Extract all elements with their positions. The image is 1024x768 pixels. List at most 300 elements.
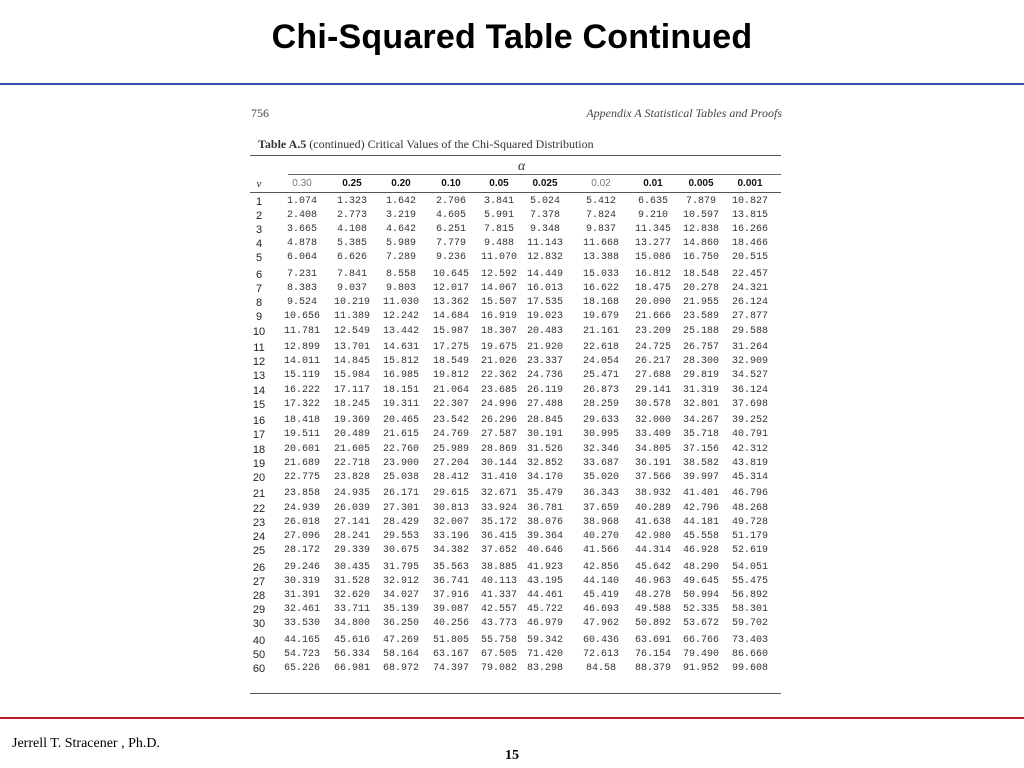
critical-value-cell: 26.171 [382,488,419,500]
critical-value-cell: 56.892 [731,589,768,601]
critical-value-cell: 10.656 [283,311,320,323]
critical-value-cell: 79.490 [682,648,719,660]
critical-value-cell: 11.389 [333,311,370,323]
critical-value-cell: 49.728 [731,516,768,528]
critical-value-cell: 55.758 [480,634,517,646]
critical-value-cell: 44.140 [582,575,619,587]
critical-value-cell: 27.204 [432,457,469,469]
critical-value-cell: 32.852 [526,457,563,469]
critical-value-cell: 13.362 [432,297,469,309]
degrees-of-freedom-cell: 19 [252,457,266,470]
critical-value-cell: 44.314 [634,544,671,556]
critical-value-cell: 51.179 [731,530,768,542]
table-row [250,544,781,558]
critical-value-cell: 34.382 [432,544,469,556]
degrees-of-freedom-cell: 17 [252,429,266,442]
degrees-of-freedom-cell: 5 [255,252,263,265]
column-header-alpha: 0.30 [292,178,312,189]
critical-value-cell: 79.082 [480,662,517,674]
critical-value-cell: 41.337 [480,589,517,601]
critical-value-cell: 30.144 [480,457,517,469]
critical-value-cell: 41.923 [526,561,563,573]
critical-value-cell: 29.819 [682,370,719,382]
critical-value-cell: 42.796 [682,502,719,514]
critical-value-cell: 7.289 [385,252,416,264]
critical-value-cell: 12.832 [526,252,563,264]
critical-value-cell: 45.722 [526,603,563,615]
critical-value-cell: 36.250 [382,617,419,629]
critical-value-cell: 76.154 [634,648,671,660]
critical-value-cell: 32.461 [283,603,320,615]
critical-value-cell: 15.086 [634,252,671,264]
critical-value-cell: 40.646 [526,544,563,556]
critical-value-cell: 73.403 [731,634,768,646]
critical-value-cell: 21.920 [526,342,563,354]
table-row [250,384,781,398]
critical-value-cell: 19.023 [526,311,563,323]
table-row [250,398,781,412]
critical-value-cell: 22.307 [432,398,469,410]
critical-value-cell: 8.558 [385,269,416,281]
critical-value-cell: 86.660 [731,648,768,660]
critical-value-cell: 60.436 [582,634,619,646]
critical-value-cell: 11.030 [382,297,419,309]
critical-value-cell: 28.845 [526,415,563,427]
critical-value-cell: 42.312 [731,443,768,455]
critical-value-cell: 50.994 [682,589,719,601]
critical-value-cell: 21.605 [333,443,370,455]
critical-value-cell: 22.457 [731,269,768,281]
critical-value-cell: 16.919 [480,311,517,323]
critical-value-cell: 20.515 [731,252,768,264]
degrees-of-freedom-cell: 40 [252,634,266,647]
critical-value-cell: 21.955 [682,297,719,309]
critical-value-cell: 27.688 [634,370,671,382]
critical-value-cell: 11.345 [634,224,671,236]
critical-value-cell: 66.981 [333,662,370,674]
critical-value-cell: 16.750 [682,252,719,264]
critical-value-cell: 22.362 [480,370,517,382]
header-bottom-rule [250,192,781,193]
degrees-of-freedom-cell: 29 [252,603,266,616]
critical-value-cell: 47.269 [382,634,419,646]
degrees-of-freedom-cell: 12 [252,356,266,369]
degrees-of-freedom-cell: 21 [252,488,266,501]
degrees-of-freedom-cell: 15 [252,398,266,411]
critical-value-cell: 12.242 [382,311,419,323]
footer-divider [0,717,1024,719]
critical-value-cell: 38.076 [526,516,563,528]
critical-value-cell: 25.188 [682,325,719,337]
critical-value-cell: 99.608 [731,662,768,674]
critical-value-cell: 13.277 [634,238,671,250]
critical-value-cell: 45.642 [634,561,671,573]
critical-value-cell: 30.675 [382,544,419,556]
critical-value-cell: 21.026 [480,356,517,368]
critical-value-cell: 34.170 [526,471,563,483]
degrees-of-freedom-cell: 3 [255,224,263,237]
critical-value-cell: 29.633 [582,415,619,427]
critical-value-cell: 71.420 [526,648,563,660]
critical-value-cell: 30.995 [582,429,619,441]
critical-value-cell: 29.553 [382,530,419,542]
critical-value-cell: 33.196 [432,530,469,542]
critical-value-cell: 32.909 [731,356,768,368]
critical-value-cell: 19.679 [582,311,619,323]
critical-value-cell: 3.841 [483,196,514,207]
critical-value-cell: 41.638 [634,516,671,528]
critical-value-cell: 37.659 [582,502,619,514]
critical-value-cell: 37.652 [480,544,517,556]
degrees-of-freedom-cell: 4 [255,238,263,251]
critical-value-cell: 13.442 [382,325,419,337]
critical-value-cell: 48.278 [634,589,671,601]
slide-page-number: 15 [505,748,519,763]
critical-value-cell: 3.219 [385,210,416,222]
critical-value-cell: 50.892 [634,617,671,629]
critical-value-cell: 68.972 [382,662,419,674]
alpha-symbol: α [518,159,526,174]
critical-value-cell: 40.289 [634,502,671,514]
degrees-of-freedom-cell: 14 [252,384,266,397]
table-row [250,457,781,471]
critical-value-cell: 21.064 [432,384,469,396]
critical-value-cell: 39.364 [526,530,563,542]
critical-value-cell: 21.666 [634,311,671,323]
critical-value-cell: 46.796 [731,488,768,500]
critical-value-cell: 27.096 [283,530,320,542]
critical-value-cell: 1.323 [336,196,367,207]
critical-value-cell: 21.615 [382,429,419,441]
table-row [250,575,781,589]
critical-value-cell: 26.757 [682,342,719,354]
table-row [250,428,781,442]
degrees-of-freedom-cell: 6 [255,269,263,282]
critical-value-cell: 19.369 [333,415,370,427]
critical-value-cell: 15.984 [333,370,370,382]
critical-value-cell: 43.195 [526,575,563,587]
critical-value-cell: 29.588 [731,325,768,337]
alpha-rule [288,174,781,175]
critical-value-cell: 25.471 [582,370,619,382]
table-caption-text: (continued) Critical Values of the Chi-Squared Distribution [309,137,594,151]
critical-value-cell: 26.873 [582,384,619,396]
textbook-page-image [248,103,784,695]
critical-value-cell: 12.549 [333,325,370,337]
critical-value-cell: 7.879 [685,196,716,207]
critical-value-cell: 17.535 [526,297,563,309]
critical-value-cell: 38.582 [682,457,719,469]
critical-value-cell: 43.773 [480,617,517,629]
book-running-header: Appendix A Statistical Tables and Proofs [586,106,782,120]
critical-value-cell: 30.813 [432,502,469,514]
critical-value-cell: 66.766 [682,634,719,646]
critical-value-cell: 5.991 [483,210,514,222]
critical-value-cell: 20.489 [333,429,370,441]
critical-value-cell: 9.488 [483,238,514,250]
table-top-rule [250,155,781,156]
critical-value-cell: 13.388 [582,252,619,264]
critical-value-cell: 13.701 [333,342,370,354]
critical-value-cell: 1.074 [286,196,317,207]
critical-value-cell: 18.307 [480,325,517,337]
critical-value-cell: 16.812 [634,269,671,281]
critical-value-cell: 31.795 [382,561,419,573]
table-row [250,589,781,603]
critical-value-cell: 40.113 [480,575,517,587]
critical-value-cell: 59.342 [526,634,563,646]
column-header-alpha: 0.25 [342,178,362,189]
critical-value-cell: 39.087 [432,603,469,615]
critical-value-cell: 32.346 [582,443,619,455]
critical-value-cell: 23.858 [283,488,320,500]
critical-value-cell: 12.017 [432,283,469,295]
title-divider [0,83,1024,85]
critical-value-cell: 34.805 [634,443,671,455]
critical-value-cell: 24.725 [634,342,671,354]
critical-value-cell: 18.151 [382,384,419,396]
critical-value-cell: 30.191 [526,429,563,441]
critical-value-cell: 20.465 [382,415,419,427]
critical-value-cell: 22.775 [283,471,320,483]
critical-value-cell: 31.528 [333,575,370,587]
table-row [250,603,781,617]
critical-value-cell: 16.013 [526,283,563,295]
critical-value-cell: 29.141 [634,384,671,396]
critical-value-cell: 41.401 [682,488,719,500]
critical-value-cell: 37.698 [731,398,768,410]
critical-value-cell: 22.718 [333,457,370,469]
critical-value-cell: 10.597 [682,210,719,222]
degrees-of-freedom-cell: 24 [252,530,266,543]
critical-value-cell: 16.622 [582,283,619,295]
critical-value-cell: 36.415 [480,530,517,542]
critical-value-cell: 7.841 [336,269,367,281]
table-row [250,502,781,516]
critical-value-cell: 35.172 [480,516,517,528]
critical-value-cell: 14.449 [526,269,563,281]
critical-value-cell: 26.217 [634,356,671,368]
critical-value-cell: 34.527 [731,370,768,382]
critical-value-cell: 31.319 [682,384,719,396]
degrees-of-freedom-cell: 28 [252,589,266,602]
table-row [250,487,781,501]
critical-value-cell: 31.526 [526,443,563,455]
critical-value-cell: 44.181 [682,516,719,528]
critical-value-cell: 4.642 [385,224,416,236]
critical-value-cell: 8.383 [286,283,317,295]
critical-value-cell: 20.090 [634,297,671,309]
critical-value-cell: 35.479 [526,488,563,500]
critical-value-cell: 36.741 [432,575,469,587]
degrees-of-freedom-cell: 2 [255,210,263,223]
column-header-alpha: 0.02 [591,178,611,189]
critical-value-cell: 33.530 [283,617,320,629]
critical-value-cell: 51.805 [432,634,469,646]
degrees-of-freedom-cell: 20 [252,471,266,484]
column-header-alpha: 0.05 [489,178,509,189]
critical-value-cell: 15.507 [480,297,517,309]
degrees-of-freedom-cell: 11 [253,342,265,355]
critical-value-cell: 18.418 [283,415,320,427]
degrees-of-freedom-cell: 60 [252,662,266,675]
critical-value-cell: 48.268 [731,502,768,514]
critical-value-cell: 7.824 [585,210,616,222]
critical-value-cell: 40.270 [582,530,619,542]
table-row [250,223,781,237]
critical-value-cell: 84.58 [585,662,616,674]
critical-value-cell: 9.524 [286,297,317,309]
critical-value-cell: 54.723 [283,648,320,660]
critical-value-cell: 34.267 [682,415,719,427]
critical-value-cell: 36.343 [582,488,619,500]
critical-value-cell: 18.466 [731,238,768,250]
critical-value-cell: 49.588 [634,603,671,615]
critical-value-cell: 67.505 [480,648,517,660]
degrees-of-freedom-cell: 8 [255,297,263,310]
critical-value-cell: 22.760 [382,443,419,455]
critical-value-cell: 46.963 [634,575,671,587]
table-row [250,617,781,631]
critical-value-cell: 28.429 [382,516,419,528]
critical-value-cell: 12.899 [283,342,320,354]
table-row [250,251,781,265]
critical-value-cell: 35.020 [582,471,619,483]
table-row [250,237,781,251]
critical-value-cell: 31.391 [283,589,320,601]
critical-value-cell: 24.054 [582,356,619,368]
critical-value-cell: 28.241 [333,530,370,542]
critical-value-cell: 24.769 [432,429,469,441]
critical-value-cell: 33.924 [480,502,517,514]
critical-value-cell: 26.124 [731,297,768,309]
slide-title: Chi-Squared Table Continued [271,18,753,56]
critical-value-cell: 4.605 [435,210,466,222]
critical-value-cell: 34.800 [333,617,370,629]
critical-value-cell: 55.475 [731,575,768,587]
critical-value-cell: 20.483 [526,325,563,337]
critical-value-cell: 38.968 [582,516,619,528]
critical-value-cell: 18.168 [582,297,619,309]
critical-value-cell: 46.928 [682,544,719,556]
degrees-of-freedom-cell: 16 [252,415,266,428]
critical-value-cell: 35.139 [382,603,419,615]
column-header-alpha: 0.025 [532,178,558,189]
critical-value-cell: 16.266 [731,224,768,236]
table-row [250,561,781,575]
critical-value-cell: 45.558 [682,530,719,542]
critical-value-cell: 4.878 [286,238,317,250]
table-row [250,195,781,209]
critical-value-cell: 27.488 [526,398,563,410]
critical-value-cell: 11.781 [283,325,320,337]
critical-value-cell: 10.219 [333,297,370,309]
table-row [250,662,781,676]
critical-value-cell: 27.301 [382,502,419,514]
critical-value-cell: 46.693 [582,603,619,615]
critical-value-cell: 45.616 [333,634,370,646]
critical-value-cell: 32.007 [432,516,469,528]
table-row [250,634,781,648]
critical-value-cell: 18.245 [333,398,370,410]
critical-value-cell: 7.378 [529,210,560,222]
critical-value-cell: 15.812 [382,356,419,368]
critical-value-cell: 32.912 [382,575,419,587]
critical-value-cell: 3.665 [286,224,317,236]
critical-value-cell: 65.226 [283,662,320,674]
critical-value-cell: 16.222 [283,384,320,396]
table-row [250,310,781,324]
column-header-row [250,177,781,191]
critical-value-cell: 4.108 [336,224,367,236]
critical-value-cell: 7.779 [435,238,466,250]
degrees-of-freedom-cell: 26 [252,561,266,574]
critical-value-cell: 43.819 [731,457,768,469]
table-row [250,355,781,369]
table-row [250,443,781,457]
critical-value-cell: 38.885 [480,561,517,573]
critical-value-cell: 24.935 [333,488,370,500]
critical-value-cell: 11.668 [582,238,619,250]
critical-value-cell: 27.877 [731,311,768,323]
critical-value-cell: 26.296 [480,415,517,427]
critical-value-cell: 14.684 [432,311,469,323]
degrees-of-freedom-cell: 1 [255,196,263,208]
critical-value-cell: 13.815 [731,210,768,222]
critical-value-cell: 11.070 [480,252,517,264]
critical-value-cell: 25.989 [432,443,469,455]
critical-value-cell: 40.256 [432,617,469,629]
critical-value-cell: 30.578 [634,398,671,410]
critical-value-cell: 74.397 [432,662,469,674]
critical-value-cell: 5.989 [385,238,416,250]
critical-value-cell: 39.997 [682,471,719,483]
critical-value-cell: 12.838 [682,224,719,236]
degrees-of-freedom-cell: 22 [252,502,266,515]
critical-value-cell: 15.033 [582,269,619,281]
critical-value-cell: 19.675 [480,342,517,354]
critical-value-cell: 10.645 [432,269,469,281]
critical-value-cell: 29.339 [333,544,370,556]
critical-value-cell: 7.231 [286,269,317,281]
critical-value-cell: 24.321 [731,283,768,295]
critical-value-cell: 28.869 [480,443,517,455]
critical-value-cell: 33.711 [333,603,370,615]
critical-value-cell: 35.718 [682,429,719,441]
critical-value-cell: 58.164 [382,648,419,660]
critical-value-cell: 10.827 [731,196,768,207]
critical-value-cell: 41.566 [582,544,619,556]
critical-value-cell: 47.962 [582,617,619,629]
critical-value-cell: 19.511 [283,429,320,441]
critical-value-cell: 26.018 [283,516,320,528]
critical-value-cell: 91.952 [682,662,719,674]
critical-value-cell: 23.209 [634,325,671,337]
critical-value-cell: 36.191 [634,457,671,469]
degrees-of-freedom-cell: 23 [252,516,266,529]
critical-value-cell: 29.615 [432,488,469,500]
critical-value-cell: 28.172 [283,544,320,556]
critical-value-cell: 27.141 [333,516,370,528]
critical-value-cell: 23.685 [480,384,517,396]
critical-value-cell: 35.563 [432,561,469,573]
critical-value-cell: 24.939 [283,502,320,514]
critical-value-cell: 32.000 [634,415,671,427]
critical-value-cell: 46.979 [526,617,563,629]
critical-value-cell: 7.815 [483,224,514,236]
table-label: Table A.5 [258,137,307,151]
critical-value-cell: 9.348 [529,224,560,236]
